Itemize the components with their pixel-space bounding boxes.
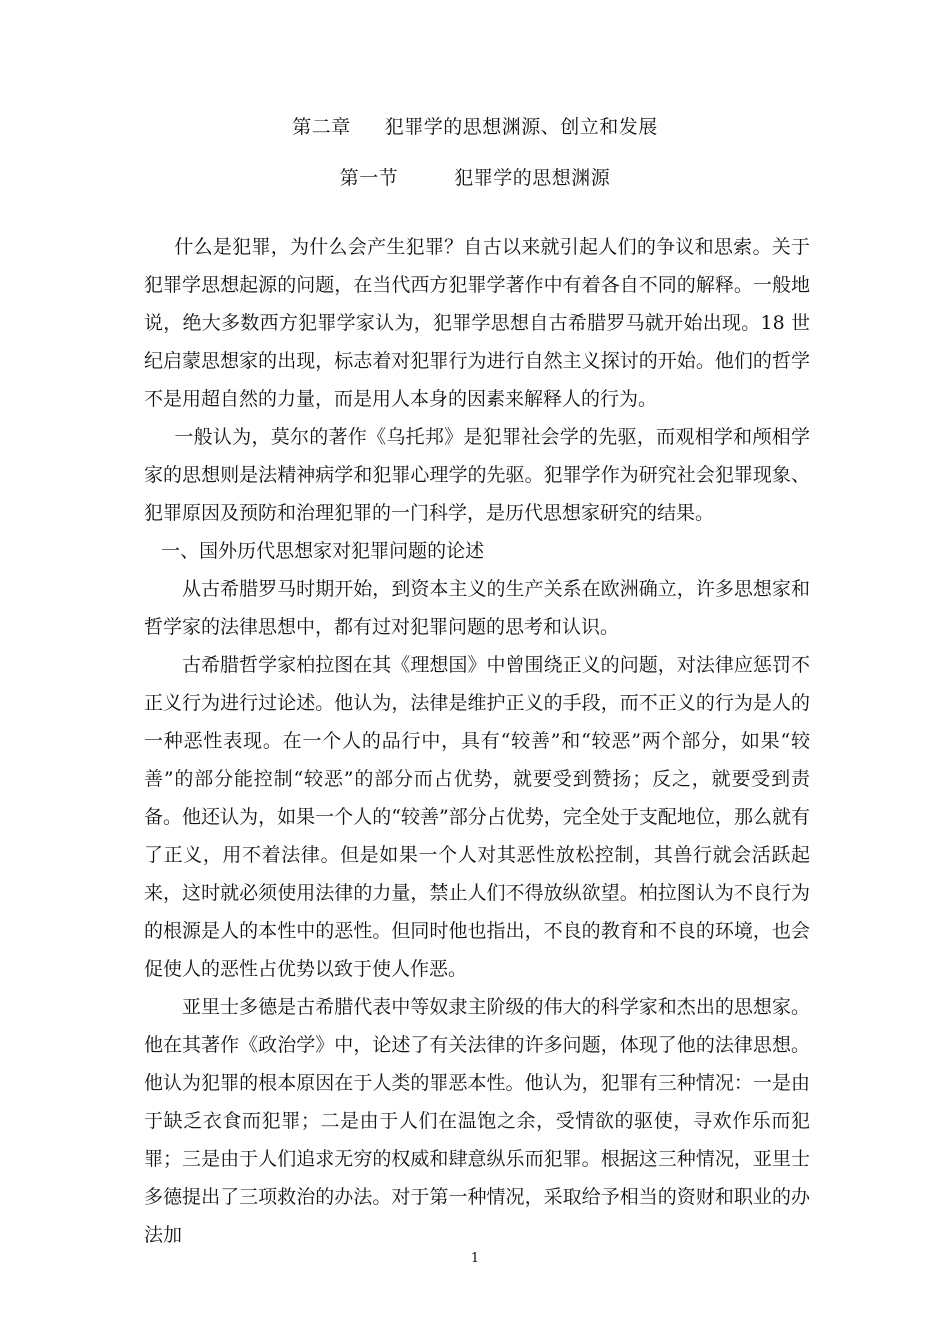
section-title [0, 163, 950, 190]
section-number: 第一节 [339, 167, 399, 189]
chapter-title [0, 112, 950, 139]
chapter-number: 第二章 [292, 116, 351, 138]
paragraph: 什么是犯罪，为什么会产生犯罪？自古以来就引起人们的争议和思索。关于犯罪学思想起源的问题，在当代西方犯罪学著作中有着各自不同的解释。一般地说，绝大多数西方犯罪学家认为，犯罪学思想自古希腊罗马就开始出现。18 世纪启蒙思想家的出现，标志着对犯罪行为进行自然主义探讨的开始。他们的哲学不是用超自然的力量，而是用人本身的因素来解释人的行为。 [144, 236, 810, 410]
paragraph: 从古希腊罗马时期开始，到资本主义的生产关系在欧洲确立，许多思想家和哲学家的法律思想中，都有过对犯罪问题的思考和认识。 [144, 578, 810, 638]
chapter-name: 犯罪学的思想渊源、创立和发展 [384, 116, 658, 138]
page-number: 1 [470, 1251, 480, 1266]
subsection-heading: 一、国外历代思想家对犯罪问题的论述 [161, 540, 485, 562]
body-text [144, 228, 810, 1254]
paragraph: 亚里士多德是古希腊代表中等奴隶主阶级的伟大的科学家和杰出的思想家。他在其著作《政治学》中，论述了有关法律的许多问题，体现了他的法律思想。他认为犯罪的根本原因在于人类的罪恶本性。他认为，犯罪有三种情况：一是由于缺乏衣食而犯罪；二是由于人们在温饱之余，受情欲的驱使，寻欢作乐而犯罪；三是由于人们追求无穷的权威和肆意纵乐而犯罪。根据这三种情况，亚里士多德提出了三项救治的办法。对于第一种情况，采取给予相当的资财和职业的办法加 [144, 996, 810, 1246]
paragraph: 古希腊哲学家柏拉图在其《理想国》中曾围绕正义的问题，对法律应惩罚不正义行为进行过论述。他认为，法律是维护正义的手段，而不正义的行为是人的一种恶性表现。在一个人的品行中，具有“较善”和“较恶”两个部分，如果“较善”的部分能控制“较恶”的部分而占优势，就要受到赞扬；反之，就要受到责备。他还认为，如果一个人的“较善”部分占优势，完全处于支配地位，那么就有了正义，用不着法律。但是如果一个人对其恶性放松控制，其兽行就会活跃起来，这时就必须使用法律的力量，禁止人们不得放纵欲望。柏拉图认为不良行为的根源是人的本性中的恶性。但同时他也指出，不良的教育和不良的环境，也会促使人的恶性占优势以致于使人作恶。 [144, 654, 810, 980]
section-name: 犯罪学的思想渊源 [454, 167, 611, 189]
paragraph: 一般认为，莫尔的著作《乌托邦》是犯罪社会学的先驱，而观相学和颅相学家的思想则是法精神病学和犯罪心理学的先驱。犯罪学作为研究社会犯罪现象、犯罪原因及预防和治理犯罪的一门科学，是历代思想家研究的结果。 [144, 426, 810, 524]
